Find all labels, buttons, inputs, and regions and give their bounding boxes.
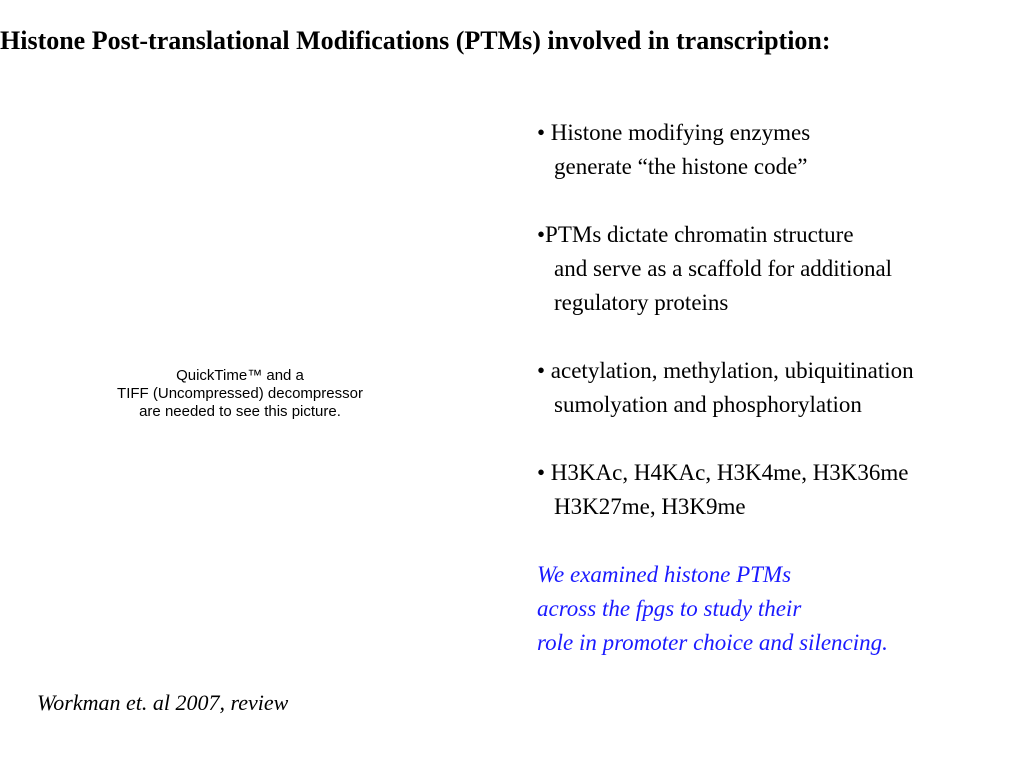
bullet-list bbox=[537, 116, 1017, 660]
bullet-2-line-3: regulatory proteins bbox=[554, 290, 729, 315]
bullet-2-line-2: and serve as a scaffold for additional bbox=[554, 256, 893, 281]
bullet-3-line-2: sumolyation and phosphorylation bbox=[554, 392, 862, 417]
placeholder-line-2: TIFF (Uncompressed) decompressor bbox=[117, 385, 363, 402]
placeholder-line-1: QuickTime™ and a bbox=[176, 367, 304, 384]
slide-title: Histone Post-translational Modifications (PTMs) involved in transcription: bbox=[0, 26, 831, 55]
missing-image-placeholder bbox=[70, 367, 410, 421]
placeholder-line-3: are needed to see this picture. bbox=[139, 403, 341, 420]
bullet-1-line-2: generate “the histone code” bbox=[554, 154, 808, 179]
conclusion-line-3: role in promoter choice and silencing. bbox=[537, 630, 888, 655]
bullet-4-line-1: • H3KAc, H4KAc, H3K4me, H3K36me bbox=[537, 460, 909, 485]
bullet-4-line-2: H3K27me, H3K9me bbox=[554, 494, 746, 519]
citation: Workman et. al 2007, review bbox=[37, 690, 289, 715]
bullet-2-line-1: •PTMs dictate chromatin structure bbox=[537, 222, 854, 247]
bullet-3-line-1: • acetylation, methylation, ubiquitination bbox=[537, 358, 914, 383]
conclusion-line-2: across the fpgs to study their bbox=[537, 596, 802, 621]
conclusion-line-1: We examined histone PTMs bbox=[537, 562, 792, 587]
bullet-1-line-1: • Histone modifying enzymes bbox=[537, 120, 811, 145]
